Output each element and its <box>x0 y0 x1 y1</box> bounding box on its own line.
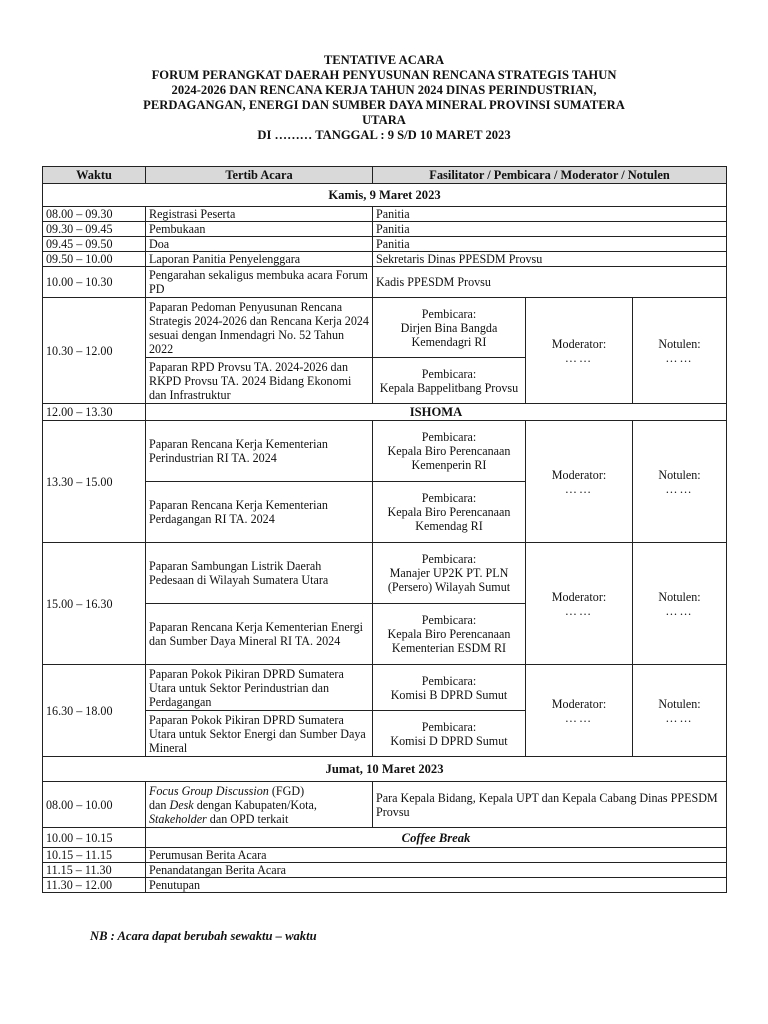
agenda-cell: Paparan Rencana Kerja Kementerian Energi dan Sumber Daya Mineral RI TA. 2024 <box>146 604 373 665</box>
time-cell: 10.00 – 10.15 <box>43 828 146 848</box>
notulen-cell <box>633 421 727 543</box>
agenda-cell: Doa <box>146 237 373 252</box>
header-fasilitator: Fasilitator / Pembicara / Moderator / Notulen <box>373 167 727 184</box>
time-cell: 10.00 – 10.30 <box>43 267 146 298</box>
title-line-5: UTARA <box>362 113 406 127</box>
title-line-6: DI ……… TANGGAL : 9 S/D 10 MARET 2023 <box>257 128 511 142</box>
title-line-1: TENTATIVE ACARA <box>323 53 445 67</box>
document-title <box>40 53 728 143</box>
day1-label: Kamis, 9 Maret 2023 <box>43 184 727 207</box>
header-tertib-acara: Tertib Acara <box>146 167 373 184</box>
moderator-placeholder: …… <box>564 481 594 496</box>
time-cell: 11.15 – 11.30 <box>43 863 146 878</box>
notulen-placeholder: …… <box>665 350 694 365</box>
header-waktu: Waktu <box>43 167 146 184</box>
moderator-label: Moderator: <box>551 467 607 482</box>
schedule-table <box>42 166 727 893</box>
fgd-text-4: Desk <box>169 797 194 812</box>
agenda-cell: Registrasi Peserta <box>146 207 373 222</box>
fgd-text-1: Focus Group Discussion <box>149 783 269 798</box>
notulen-cell <box>633 543 727 665</box>
table-row <box>43 782 727 828</box>
notulen-label: Notulen: <box>658 467 701 482</box>
facilitator-cell: Panitia <box>373 207 727 222</box>
table-row <box>43 665 727 711</box>
agenda-cell: Penutupan <box>146 878 727 893</box>
notulen-label: Notulen: <box>658 696 701 711</box>
time-cell: 08.00 – 10.00 <box>43 782 146 828</box>
moderator-placeholder: …… <box>564 350 594 365</box>
moderator-label: Moderator: <box>551 696 607 711</box>
table-row <box>43 222 727 237</box>
time-cell: 12.00 – 13.30 <box>43 404 146 421</box>
speaker-cell: Pembicara: Dirjen Bina Bangda Kemendagri RI <box>373 298 526 358</box>
notulen-placeholder: …… <box>665 481 694 496</box>
agenda-cell: Pengarahan sekaligus membuka acara Forum PD <box>146 267 373 298</box>
moderator-placeholder: …… <box>564 710 594 725</box>
header-row <box>43 167 727 184</box>
table-row <box>43 207 727 222</box>
notulen-label: Notulen: <box>658 336 701 351</box>
fgd-text-3: dan <box>149 797 170 812</box>
table-row <box>43 267 727 298</box>
table-row <box>43 828 727 848</box>
time-cell: 09.45 – 09.50 <box>43 237 146 252</box>
agenda-cell: Paparan RPD Provsu TA. 2024-2026 dan RKPD Provsu TA. 2024 Bidang Ekonomi dan Infrastruktur <box>146 358 373 404</box>
agenda-cell: Perumusan Berita Acara <box>146 848 727 863</box>
table-row <box>43 878 727 893</box>
agenda-cell: Paparan Rencana Kerja Kementerian Perindustrian RI TA. 2024 <box>146 421 373 482</box>
speaker-cell: Pembicara: Kepala Biro Perencanaan Kementerian ESDM RI <box>373 604 526 665</box>
agenda-cell: Paparan Pedoman Penyusunan Rencana Strategis 2024-2026 dan Rencana Kerja 2024 sesuai dengan Inmendagri No. 52 Tahun 2022 <box>146 298 373 358</box>
facilitator-cell: Sekretaris Dinas PPESDM Provsu <box>373 252 727 267</box>
moderator-label: Moderator: <box>551 589 607 604</box>
day-row <box>43 184 727 207</box>
fgd-text-7: dan OPD terkait <box>206 811 289 826</box>
notulen-label: Notulen: <box>658 589 701 604</box>
moderator-label: Moderator: <box>551 336 607 351</box>
agenda-cell <box>146 782 373 828</box>
agenda-cell: Penandatangan Berita Acara <box>146 863 727 878</box>
coffee-break-label: Coffee Break <box>146 828 727 848</box>
speaker-cell: Pembicara: Komisi D DPRD Sumut <box>373 711 526 757</box>
agenda-cell: Paparan Pokok Pikiran DPRD Sumatera Utara untuk Sektor Energi dan Sumber Daya Mineral <box>146 711 373 757</box>
moderator-cell <box>526 421 633 543</box>
agenda-cell: Laporan Panitia Penyelenggara <box>146 252 373 267</box>
time-cell: 10.15 – 11.15 <box>43 848 146 863</box>
notulen-placeholder: …… <box>665 603 694 618</box>
moderator-cell <box>526 543 633 665</box>
title-line-3: 2024-2026 DAN RENCANA KERJA TAHUN 2024 DINAS PERINDUSTRIAN, <box>171 83 597 97</box>
title-line-2: FORUM PERANGKAT DAERAH PENYUSUNAN RENCANA STRATEGIS TAHUN <box>151 68 617 82</box>
footnote: NB : Acara dapat berubah sewaktu – waktu <box>90 929 317 943</box>
moderator-cell <box>526 298 633 404</box>
time-cell: 09.30 – 09.45 <box>43 222 146 237</box>
speaker-cell: Pembicara: Manajer UP2K PT. PLN (Persero) Wilayah Sumut <box>373 543 526 604</box>
table-row <box>43 421 727 482</box>
speaker-cell: Pembicara: Kepala Biro Perencanaan Kemenperin RI <box>373 421 526 482</box>
time-cell: 08.00 – 09.30 <box>43 207 146 222</box>
speaker-cell: Pembicara: Kepala Bappelitbang Provsu <box>373 358 526 404</box>
day-row <box>43 757 727 782</box>
table-row <box>43 237 727 252</box>
moderator-cell <box>526 665 633 757</box>
fgd-text-6: Stakeholder <box>149 811 207 826</box>
agenda-cell: Paparan Pokok Pikiran DPRD Sumatera Utara untuk Sektor Perindustrian dan Perdagangan <box>146 665 373 711</box>
fgd-text-2: (FGD) <box>268 783 305 798</box>
agenda-cell: Paparan Rencana Kerja Kementerian Perdagangan RI TA. 2024 <box>146 482 373 543</box>
notulen-placeholder: …… <box>665 710 694 725</box>
time-cell: 10.30 – 12.00 <box>43 298 146 404</box>
table-row <box>43 404 727 421</box>
table-row <box>43 252 727 267</box>
table-row <box>43 543 727 604</box>
title-line-4: PERDAGANGAN, ENERGI DAN SUMBER DAYA MINERAL PROVINSI SUMATERA <box>143 98 625 112</box>
table-row <box>43 863 727 878</box>
time-cell: 13.30 – 15.00 <box>43 421 146 543</box>
moderator-placeholder: …… <box>564 603 594 618</box>
time-cell: 09.50 – 10.00 <box>43 252 146 267</box>
notulen-cell <box>633 298 727 404</box>
facilitator-cell: Panitia <box>373 237 727 252</box>
speaker-cell: Pembicara: Kepala Biro Perencanaan Kemendag RI <box>373 482 526 543</box>
speaker-cell: Pembicara: Komisi B DPRD Sumut <box>373 665 526 711</box>
agenda-cell: Pembukaan <box>146 222 373 237</box>
notulen-cell <box>633 665 727 757</box>
facilitator-cell: Panitia <box>373 222 727 237</box>
day2-label: Jumat, 10 Maret 2023 <box>43 757 727 782</box>
time-cell: 11.30 – 12.00 <box>43 878 146 893</box>
facilitator-cell: Kadis PPESDM Provsu <box>373 267 727 298</box>
ishoma-label: ISHOMA <box>146 404 727 421</box>
table-row <box>43 298 727 358</box>
facilitator-cell: Para Kepala Bidang, Kepala UPT dan Kepala Cabang Dinas PPESDM Provsu <box>373 782 727 828</box>
time-cell: 15.00 – 16.30 <box>43 543 146 665</box>
fgd-text-5: dengan Kabupaten/Kota, <box>193 797 317 812</box>
agenda-cell: Paparan Sambungan Listrik Daerah Pedesaan di Wilayah Sumatera Utara <box>146 543 373 604</box>
time-cell: 16.30 – 18.00 <box>43 665 146 757</box>
table-row <box>43 848 727 863</box>
